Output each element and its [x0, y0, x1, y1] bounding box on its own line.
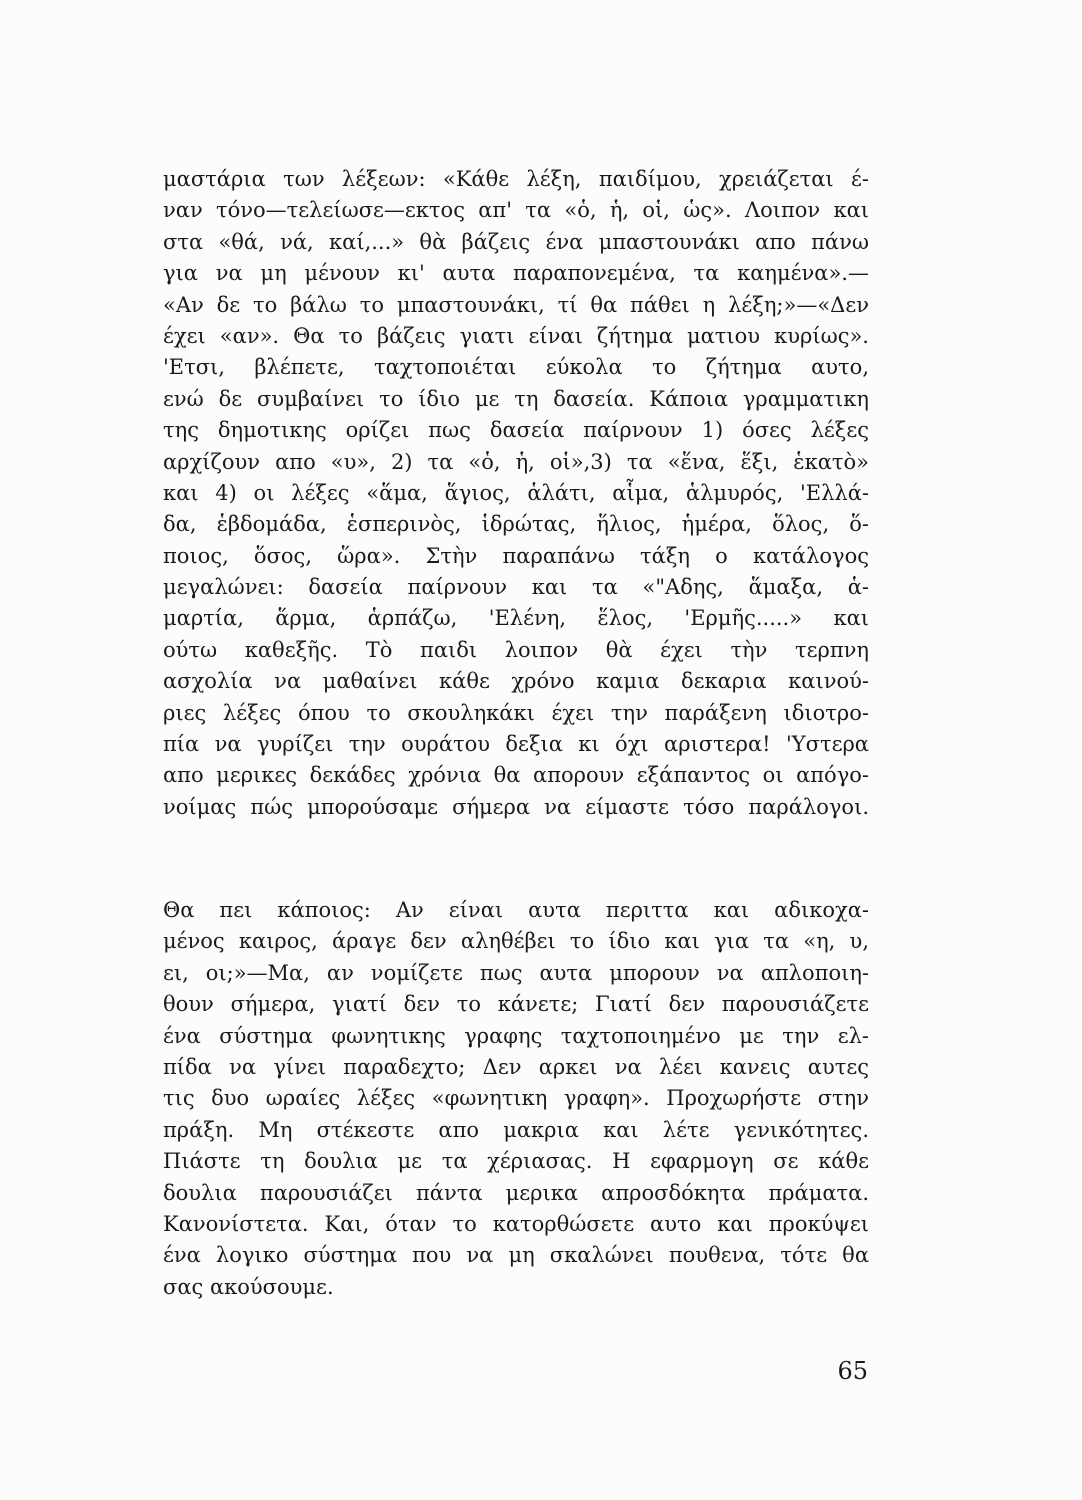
text-line: της δημοτικης ορίζει πως δασεία παίρνουν 1) όσες λέξες — [163, 418, 869, 443]
text-line: τις δυο ωραίες λέξες «φωνητικη γραφη». Προχωρήστε στην — [163, 1086, 869, 1111]
page-number: 65 — [837, 1357, 868, 1385]
text-line: μαστάρια των λέξεων: «Κάθε λέξη, παιδίμου, χρειάζεται έ- — [163, 167, 869, 191]
text-line: και 4) οι λέξες «ἅμα, ἅγιος, ἁλάτι, αἷμα, ἁλμυρός, 'Ελλά- — [163, 480, 869, 505]
text-line: μένος καιρος, άραγε δεν αληθέβει το ίδιο και για τα «η, υ, — [163, 929, 869, 954]
text-line: Θα πει κάποιος: Αν είναι αυτα περιττα και αδικοχα- — [163, 898, 869, 922]
text-line: «Αν δε το βάλω το μπαστουνάκι, τί θα πάθει η λέξη;»—«Δεν — [163, 292, 869, 317]
text-line: πίδα να γίνει παραδεχτο; Δεν αρκει να λέει κανεις αυτες — [163, 1054, 869, 1079]
text-line: δουλια παρουσιάζει πάντα μερικα απροσδόκητα πράματα. — [163, 1180, 869, 1205]
text-line: ούτω καθεξῆς. Τὸ παιδι λοιπον θὰ έχει τὴν τερπνη — [163, 637, 869, 662]
text-line: μεγαλώνει: δασεία παίρνουν και τα «"Αδης, ἅμαξα, ἁ- — [163, 575, 869, 600]
text-line: πράξη. Μη στέκεστε απο μακρια και λέτε γενικότητες. — [163, 1117, 869, 1142]
text-line: ριες λέξες όπου το σκουληκάκι έχει την παράξενη ιδιοτρο- — [163, 700, 869, 725]
text-line: ει, οι;»—Μα, αν νομίζετε πως αυτα μπορουν να απλοποιη- — [163, 960, 869, 985]
text-line: νοίμας πώς μπορούσαμε σήμερα να είμαστε τόσο παράλογοι. — [163, 794, 869, 819]
text-line: Κανονίστετα. Και, όταν το κατορθώσετε αυτο και προκύψει — [163, 1211, 869, 1236]
text-line: ένα λογικο σύστημα που να μη σκαλώνει πουθενα, τότε θα — [163, 1243, 869, 1268]
text-line: Πιάστε τη δουλια με τα χέριασας. Η εφαρμογη σε κάθε — [163, 1149, 869, 1174]
text-line: στα «θά, νά, καί,...» θὰ βάζεις ένα μπαστουνάκι απο πάνω — [163, 229, 869, 254]
text-line: ασχολία να μαθαίνει κάθε χρόνο καμια δεκαρια καινού- — [163, 669, 869, 694]
text-line: για να μη μένουν κι' αυτα παραπονεμένα, τα καημένα».— — [163, 261, 869, 286]
text-line: αρχίζουν απο «υ», 2) τα «ὁ, ἡ, οἱ»,3) τα «ἕνα, ἕξι, ἑκατὸ» — [163, 449, 869, 474]
text-line: θουν σήμερα, γιατί δεν το κάνετε; Γιατί δεν παρουσιάζετε — [163, 992, 869, 1017]
text-line: σας ακούσουμε. — [163, 1274, 334, 1299]
text-line: πία να γυρίζει την ουράτου δεξια κι όχι αριστερα! 'Υστερα — [163, 732, 869, 757]
text-line: ένα σύστημα φωνητικης γραφης ταχτοποιημένο με την ελ- — [163, 1023, 869, 1048]
text-line: ναν τόνο—τελείωσε—εκτος απ' τα «ὁ, ἡ, οἱ, ὡς». Λοιπον και — [163, 198, 869, 223]
paragraph-2 — [163, 895, 869, 1303]
text-line: ποιος, ὅσος, ὥρα». Στὴν παραπάνω τάξη ο κατάλογος — [163, 543, 869, 568]
text-line: έχει «αν». Θα το βάζεις γιατι είναι ζήτημα ματιου κυρίως». — [163, 323, 869, 348]
text-line: δα, ἑβδομάδα, ἑσπερινὸς, ἱδρώτας, ἥλιος, ἡμέρα, ὅλος, ὅ- — [163, 512, 869, 537]
paragraph-1 — [163, 164, 869, 823]
text-line: ενώ δε συμβαίνει το ίδιο με τη δασεία. Κάποια γραμματικη — [163, 386, 869, 411]
text-line: μαρτία, ἅρμα, ἁρπάζω, 'Ελένη, ἕλος, 'Ερμῆς.....» και — [163, 606, 869, 631]
text-line: 'Ετσι, βλέπετε, ταχτοποιέται εύκολα το ζήτημα αυτο, — [163, 355, 869, 380]
text-line: απο μερικες δεκάδες χρόνια θα απορουν εξάπαντος οι απόγο- — [163, 763, 869, 788]
